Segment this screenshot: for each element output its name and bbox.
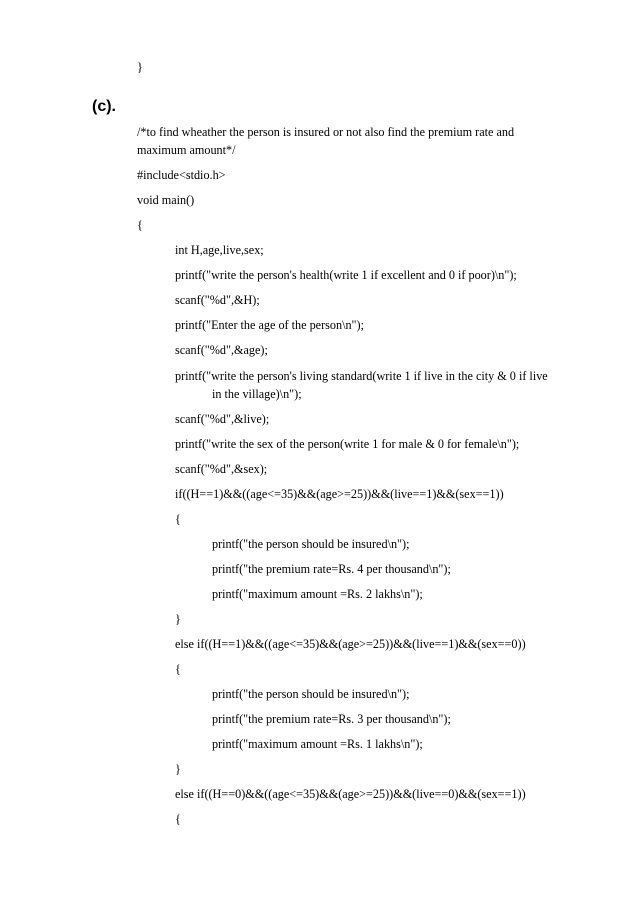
code-line: printf("Enter the age of the person\n"); [175, 318, 364, 332]
code-line: void main() [137, 193, 195, 207]
code-comment-line: /*to find wheather the person is insured or not also find the premium rate and [137, 125, 515, 139]
code-line: } [137, 60, 143, 74]
code-line: in the village)\n"); [212, 387, 302, 401]
code-line: printf("write the person's health(write 1 if excellent and 0 if poor)\n"); [175, 268, 517, 282]
code-line: printf("maximum amount =Rs. 1 lakhs\n"); [212, 737, 423, 751]
code-line: scanf("%d",&sex); [175, 462, 268, 476]
code-line: printf("the person should be insured\n"); [212, 537, 410, 551]
code-line: int H,age,live,sex; [175, 243, 264, 257]
code-line: if((H==1)&&((age<=35)&&(age>=25))&&(live==1)&&(sex==1)) [175, 487, 504, 501]
code-line: printf("the premium rate=Rs. 4 per thousand\n"); [212, 562, 451, 576]
code-line: scanf("%d",&age); [175, 343, 268, 357]
code-line: printf("maximum amount =Rs. 2 lakhs\n"); [212, 587, 423, 601]
code-line: } [175, 762, 181, 776]
code-line: { [175, 662, 181, 676]
code-line: { [137, 218, 143, 232]
code-line: printf("the premium rate=Rs. 3 per thousand\n"); [212, 712, 451, 726]
code-line: else if((H==1)&&((age<=35)&&(age>=25))&&(live==1)&&(sex==0)) [175, 637, 526, 651]
code-line: scanf("%d",&H); [175, 293, 260, 307]
code-line: { [175, 812, 181, 826]
code-line: printf("write the person's living standard(write 1 if live in the city & 0 if live [175, 369, 548, 383]
code-line: else if((H==0)&&((age<=35)&&(age>=25))&&(live==0)&&(sex==1)) [175, 787, 526, 801]
code-comment-line: maximum amount*/ [137, 143, 236, 157]
code-line: printf("the person should be insured\n"); [212, 687, 410, 701]
section-label: (c). [92, 98, 116, 115]
code-line: #include<stdio.h> [137, 168, 226, 182]
code-line: scanf("%d",&live); [175, 412, 270, 426]
code-line: } [175, 612, 181, 626]
code-line: printf("write the sex of the person(write 1 for male & 0 for female\n"); [175, 437, 520, 451]
code-line: { [175, 512, 181, 526]
